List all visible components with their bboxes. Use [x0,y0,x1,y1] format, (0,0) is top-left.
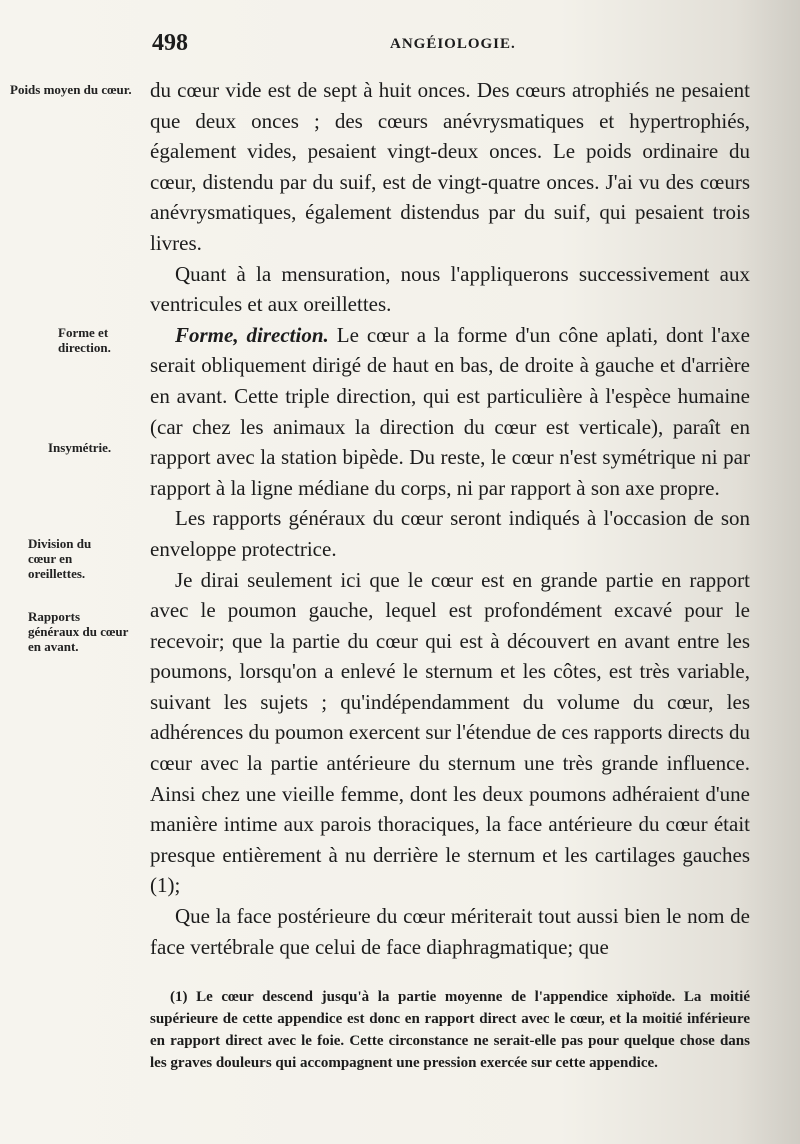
body-text [150,75,750,962]
running-head: ANGÉIOLOGIE. [390,36,516,52]
margin-note: Forme et direction. [58,325,111,355]
margin-note: Insymétrie. [48,440,112,455]
paragraph [150,320,750,504]
paragraph: Les rapports généraux du cœur seront indiqués à l'occasion de son enveloppe protectrice. [150,506,750,561]
page-number: 498 [152,30,188,56]
margin-note: Poids moyen du cœur. [10,82,132,97]
footnote [150,986,750,1074]
margin-note: Rapports généraux du cœur en avant. [28,609,129,654]
section-heading: Forme, direction. [175,322,329,347]
margin-note: Division du cœur en oreillettes. [28,536,92,581]
paragraph-text: Le cœur a la forme d'un cône aplati, dont l'axe serait obliquement dirigé de haut en bas, de droite à gauche et d'arrière en avant. Cette triple direction, qui est particulière à l'espèce humaine (car chez les animaux la direction du cœur est verticale), paraît en rapport avec la station bipède. Du reste, le cœur n'est symétrique ni par rapport à la ligne médiane du corps, ni par rapport à son axe propre. [150,322,750,500]
paragraph: Que la face postérieure du cœur mériterait tout aussi bien le nom de face vertébrale que celui de face diaphragmatique; que [150,904,750,959]
footnote-text: (1) Le cœur descend jusqu'à la partie moyenne de l'appendice xiphoïde. La moitié supérieure de cette appendice est donc en rapport direct avec le cœur, et la moitié inférieure en rapport direct avec le foie. Cette circonstance ne serait-elle pas pour quelque chose dans les graves douleurs qui accompagnent une pression exercée sur cette appendice. [150,989,750,1071]
paragraph: Quant à la mensuration, nous l'appliquerons successivement aux ventricules et aux oreillettes. [150,261,750,317]
paragraph: du cœur vide est de sept à huit onces. Des cœurs atrophiés ne pesaient que deux onces ; des cœurs anévrysmatiques et hypertrophiés, également vides, pesaient vingt-deux onces. Le poids ordinaire du cœur, distendu par du suif, est de vingt-quatre onces. J'ai vu des cœurs anévrysmatiques, également distendus par du suif, qui pesaient trois livres. [150,78,750,255]
paragraph: Je dirai seulement ici que le cœur est en grande partie en rapport avec le poumon gauche, lequel est profondément excavé pour le recevoir; que la partie du cœur qui est à découvert en avant entre les poumons, lorsqu'on a enlevé le sternum et les côtes, est très variable, suivant les sujets ; qu'indépendamment du volume du cœur, les adhérences du poumon exercent sur l'étendue de ces rapports directs du cœur avec la partie antérieure du sternum une très grande influence. Ainsi chez une vieille femme, dont les deux poumons adhéraient d'une manière intime aux parois thoraciques, la face antérieure du cœur était presque entièrement à nu derrière le sternum et les cartilages gauches (1); [150,567,750,898]
page-header [150,30,750,58]
